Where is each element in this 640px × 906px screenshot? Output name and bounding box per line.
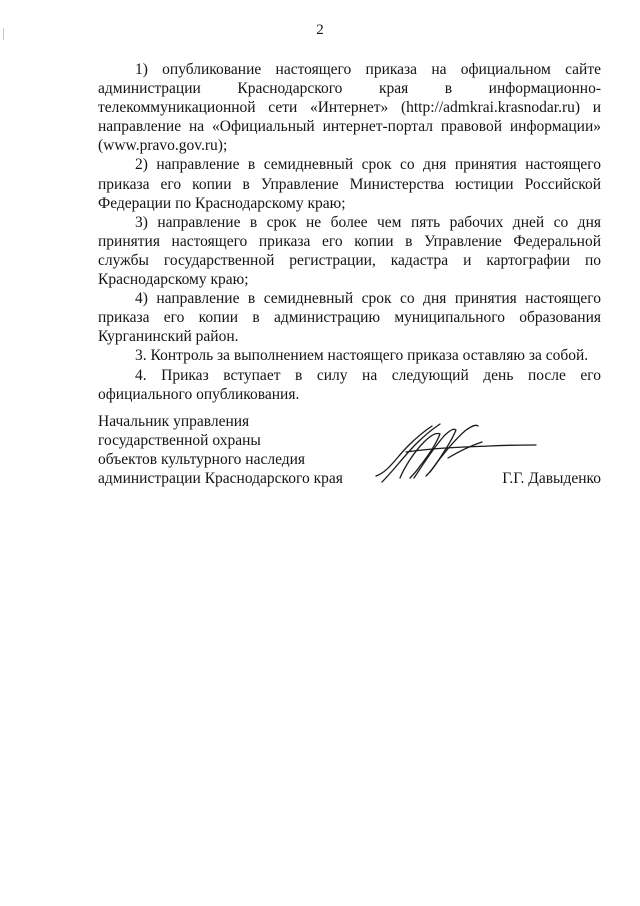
signatory-position: [98, 412, 343, 488]
signatory-position-line: администрации Краснодарского края: [98, 470, 343, 488]
paragraph-municipal-administration: 4) направление в семидневный срок со дня принятия настоящего приказа его копии в администрацию муниципального образования Курганинский район.: [98, 290, 601, 346]
paragraph-ministry-of-justice: 2) направление в семидневный срок со дня принятия настоящего приказа его копии в Управление Министерства юстиции Российской Федерации по Краснодарскому краю;: [98, 156, 601, 212]
signatory-position-line: государственной охраны: [98, 432, 261, 450]
signatory-position-line: объектов культурного наследия: [98, 451, 306, 469]
document-body: [98, 60, 601, 404]
signatory-name: Г.Г. Давыденко: [502, 470, 601, 487]
page-number: 2: [316, 22, 324, 38]
signature-block: [98, 412, 601, 492]
signatory-position-line: Начальник управления: [98, 413, 250, 430]
paragraph-federal-registration-service: 3) направление в срок не более чем пять рабочих дней со дня принятия настоящего приказа его копии в Управление Федеральной службы государственной регистрации, кадастра и картографии по Краснодарскому краю;: [98, 213, 601, 289]
paragraph-publication: 1) опубликование настоящего приказа на официальном сайте администрации Краснодарского края в информационно-телекоммуникационной сети «Интернет» (http://admkrai.krasnodar.ru) и направление на «Официальный интернет-портал правовой информации» (www.pravo.gov.ru);: [98, 61, 601, 155]
paragraph-control: 3. Контроль за выполнением настоящего приказа оставляю за собой.: [135, 347, 589, 365]
paragraph-entry-into-force: 4. Приказ вступает в силу на следующий день после его официального опубликования.: [98, 366, 601, 403]
